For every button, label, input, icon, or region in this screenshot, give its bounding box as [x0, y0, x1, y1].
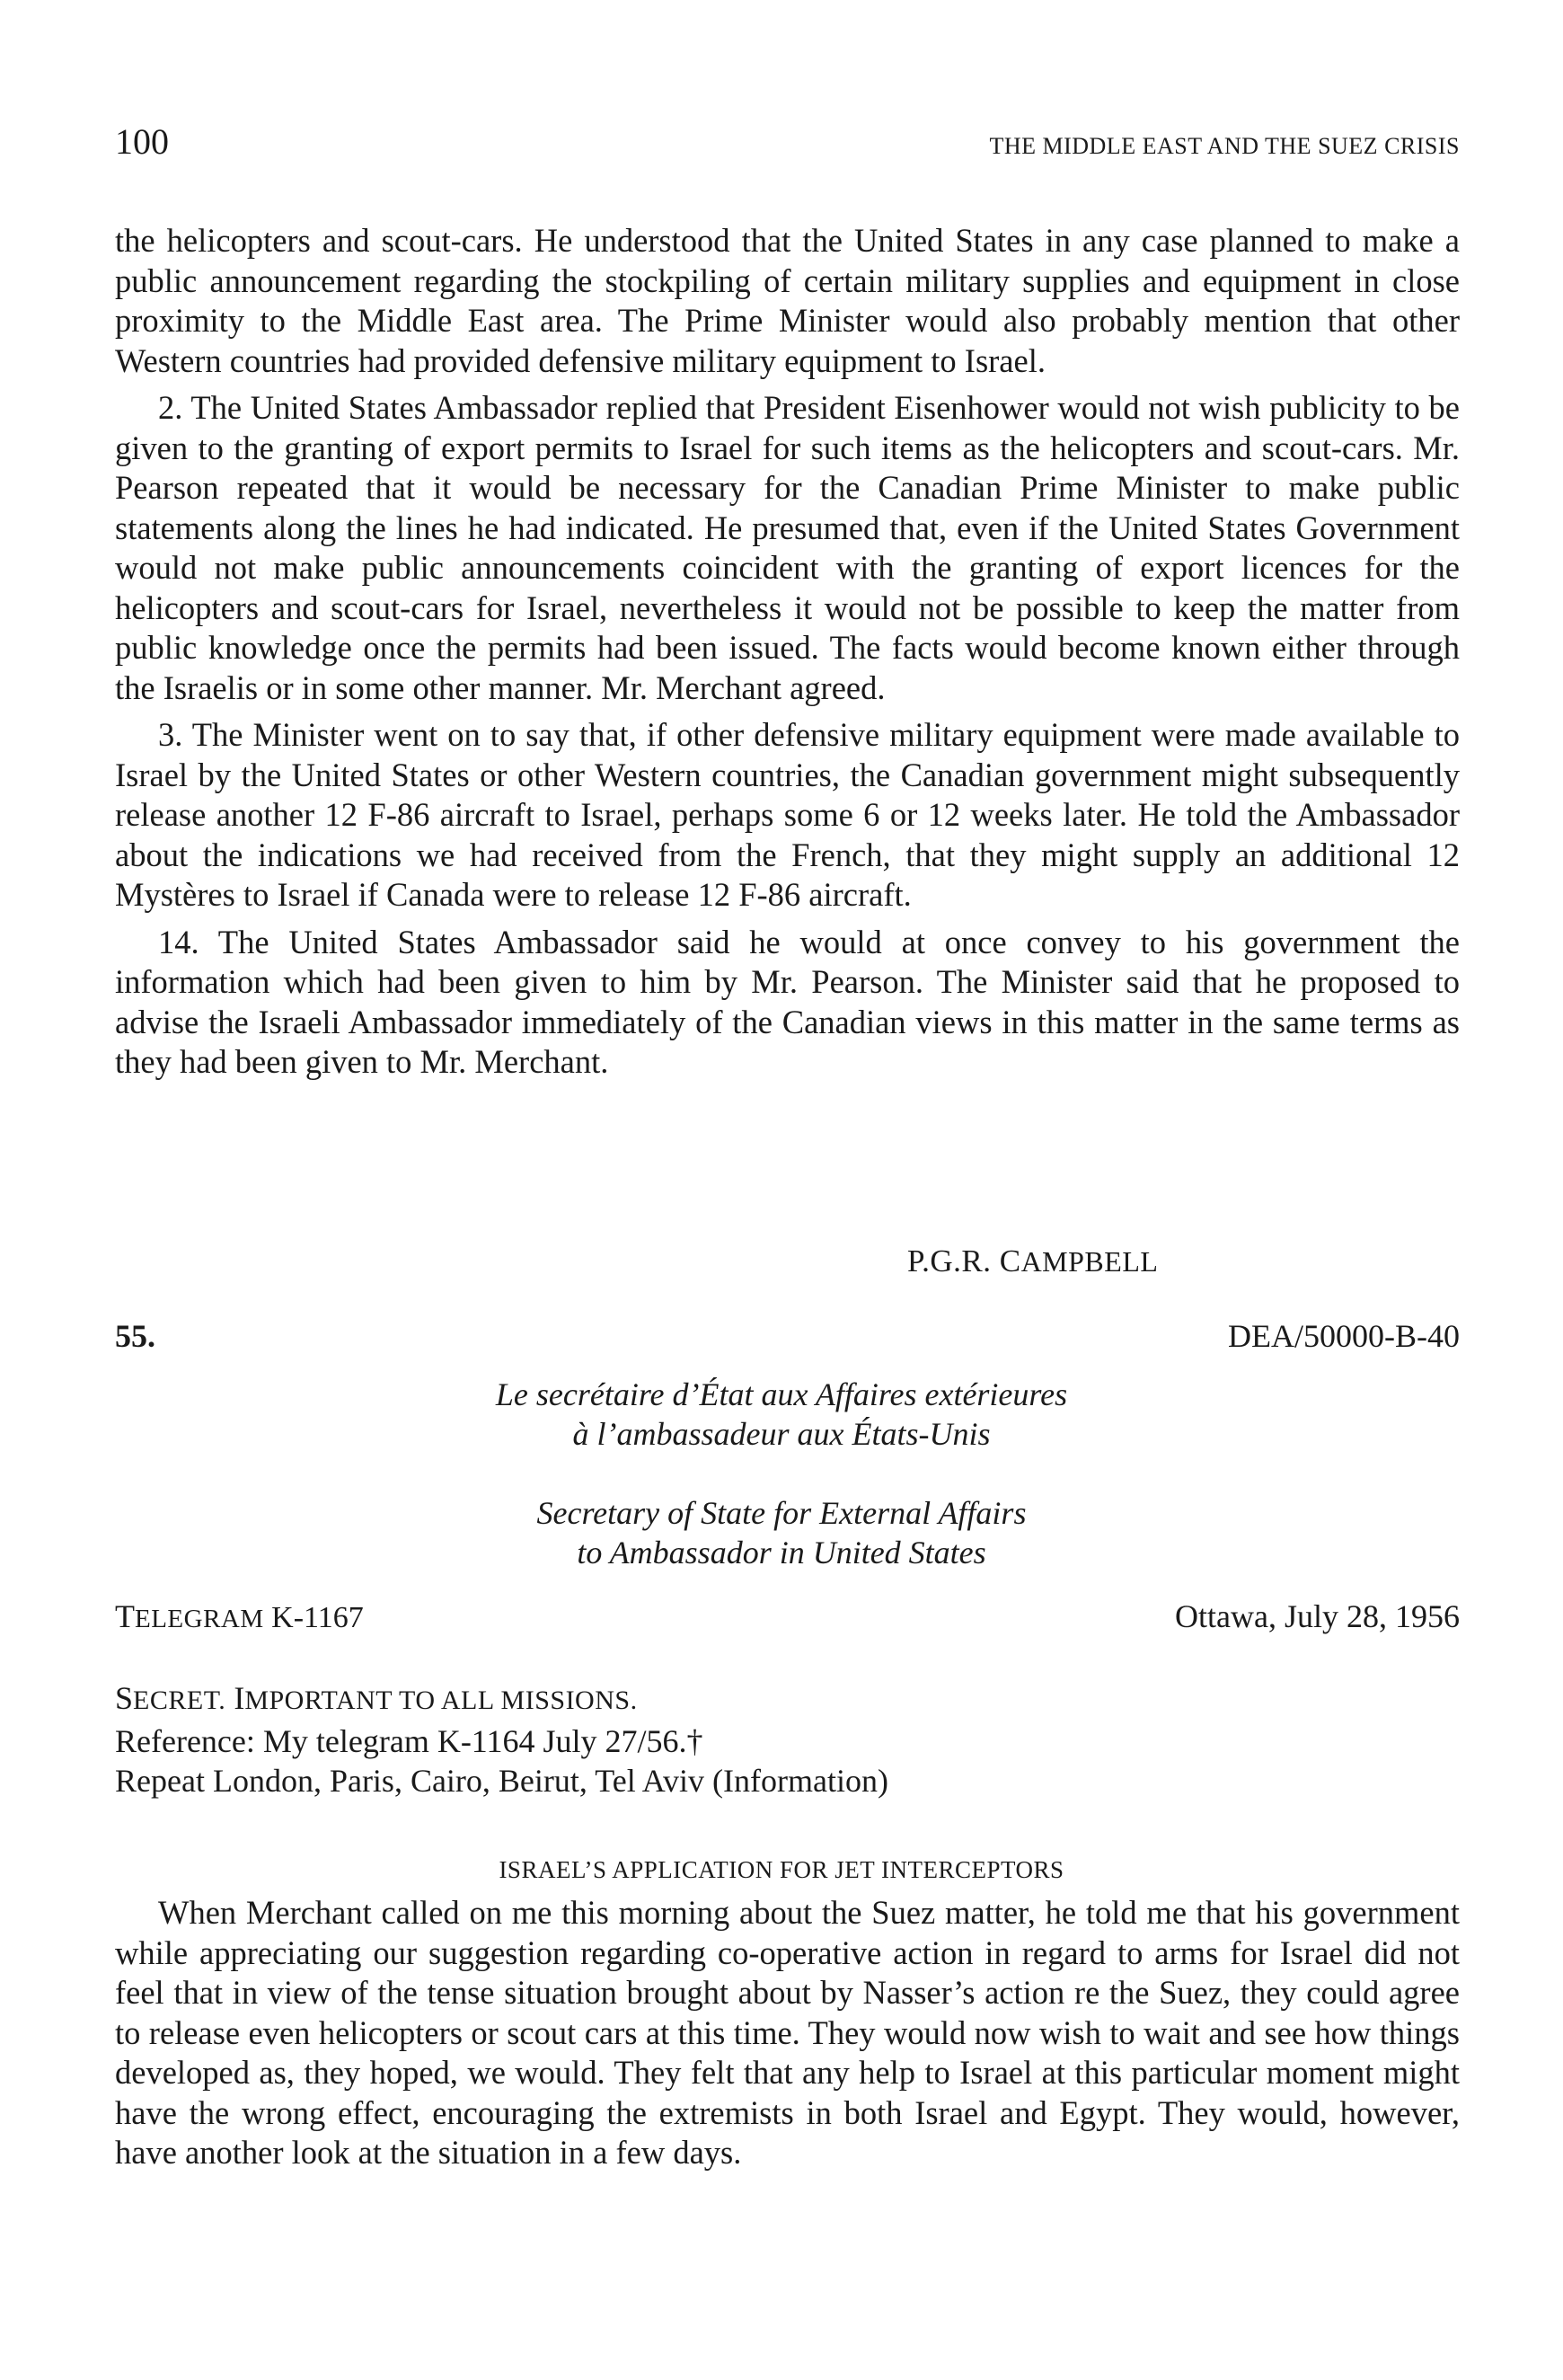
reference-line: Reference: My telegram K-1164 July 27/56.†: [115, 1722, 703, 1759]
telegram-number: K-1167: [263, 1601, 364, 1634]
paragraph-14: 14. The United States Ambassador said he would at once convey to his government the information which had been given to him by Mr. Pearson. The Minister said that he proposed to advise the Israeli Ambassador immediately of the Canadian views in this matter in the same terms as they had been given to Mr. Merchant.: [115, 923, 1460, 1080]
classification-i: I: [225, 1680, 245, 1716]
paragraph-2: 2. The United States Ambassador replied that President Eisenhower would not wish publicity to be given to the granting of export permits to Israel for such items as the helicopters and scout-cars. Mr. Pearson repeated that it would be necessary for the Canadian Prime Minister to make public statements along the lines he had indicated. He presumed that, even if the United States Government would not make public announcements coincident with the granting of export licences for the helicopters and scout-cars for Israel, nevertheless it would not be possible to keep the matter from public knowledge once the permits had been issued. The facts would become known either through the Israelis or in some other manner. Mr. Merchant agreed.: [115, 389, 1460, 706]
page-number: 100: [115, 121, 169, 162]
telegram-date: Ottawa, July 28, 1956: [1175, 1598, 1460, 1634]
telegram-first-letter: T: [115, 1598, 135, 1634]
heading-fr-line-2: à l’ambassadeur aux États-Unis: [572, 1416, 991, 1452]
running-title: THE MIDDLE EAST AND THE SUEZ CRISIS: [989, 133, 1460, 159]
telegram-body: [115, 1893, 1460, 2181]
running-header: [115, 117, 1460, 162]
subject-heading: ISRAEL’S APPLICATION FOR JET INTERCEPTORS: [499, 1856, 1064, 1883]
heading-fr-line-1: Le secrétaire d’État aux Affaires extérieures: [495, 1376, 1068, 1412]
classification-line: [115, 1678, 888, 1721]
signature-initials: P.G.R. C: [907, 1243, 1021, 1278]
signature: [907, 1243, 1158, 1279]
paragraph-3: 3. The Minister went on to say that, if other defensive military equipment were made available to Israel by the United States or other Western countries, the Canadian government might subsequently release another 12 F-86 aircraft to Israel, perhaps some 6 or 12 weeks later. He told the Ambassador about the indications we had received from the French, that they might supply an additional 12 Mystères to Israel if Canada were to release 12 F-86 aircraft.: [115, 716, 1460, 913]
signature-surname: AMPBELL: [1020, 1245, 1159, 1278]
heading-en-line-1: Secretary of State for External Affairs: [536, 1495, 1027, 1531]
telegram-meta: [115, 1678, 888, 1801]
heading-en-line-2: to Ambassador in United States: [577, 1535, 986, 1570]
repeat-line: Repeat London, Paris, Cairo, Beirut, Tel Aviv (Information): [115, 1763, 888, 1799]
classification-secret: ECRET.: [133, 1685, 226, 1715]
document-heading: [0, 1375, 1563, 1572]
document-reference: DEA/50000-B-40: [1228, 1318, 1460, 1354]
telegram-label: ELEGRAM: [135, 1605, 264, 1633]
classification-s: S: [115, 1680, 134, 1716]
document-number: 55.: [115, 1318, 155, 1354]
telegram-id: [115, 1597, 364, 1635]
paragraph-continuation: the helicopters and scout-cars. He understood that the United States in any case planned to make a public announcement regarding the stockpiling of certain military supplies and equipment in close proximity to the Middle East area. The Prime Minister would also probably mention that other Western countries had provided defensive military equipment to Israel.: [115, 222, 1460, 379]
classification-important: MPORTANT TO ALL MISSIONS.: [244, 1685, 638, 1715]
previous-document-body: [115, 221, 1460, 1090]
telegram-paragraph: When Merchant called on me this morning about the Suez matter, he told me that his government while appreciating our suggestion regarding co-operative action in regard to arms for Israel did not feel that in view of the tense situation brought about by Nasser’s action re the Suez, they could agree to release even helicopters or scout cars at this time. They would now wish to wait and see how things developed as, they hoped, we would. They felt that any help to Israel at this particular moment might have the wrong effect, encouraging the extremists in both Israel and Egypt. They would, however, have another look at the situation in a few days.: [115, 1894, 1460, 2171]
